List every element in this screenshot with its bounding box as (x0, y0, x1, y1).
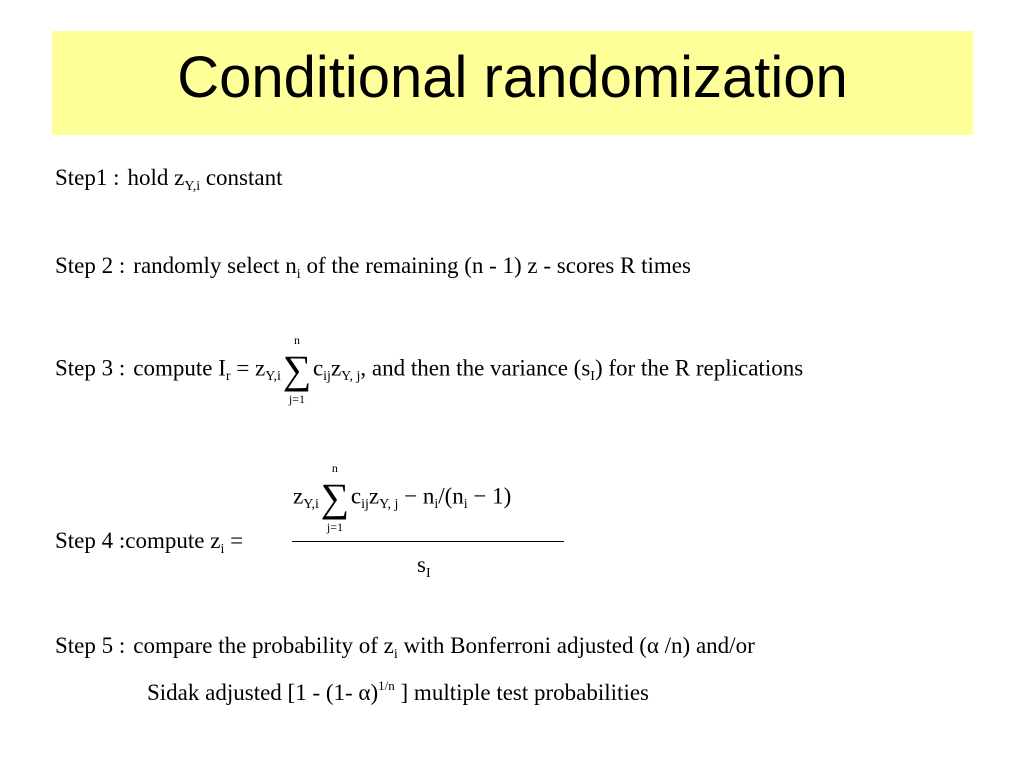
step4-numerator (293, 461, 512, 534)
step3-sub-c: ij (323, 369, 331, 385)
sum4-lower-limit: j=1 (326, 520, 343, 534)
fraction-bar (292, 541, 564, 542)
step3-text-d: z (330, 355, 342, 381)
step3-text-b: = z (230, 355, 266, 381)
step5-line2-b: ] multiple test probabilities (394, 680, 650, 705)
step2-text-b: of the remaining (n - 1) z - scores R times (300, 253, 691, 278)
step5-sup-a: 1/n (378, 678, 395, 693)
step5-text-a: compare the probability of z (133, 633, 394, 658)
step4-num-sub-e: i (463, 497, 468, 513)
step3-text-a: compute I (133, 355, 226, 381)
title-banner (52, 31, 973, 135)
step3-sub-e: I (590, 369, 595, 385)
step5-text-b: with Bonferroni adjusted (α /n) and/or (397, 633, 755, 658)
step1-text-a: hold z (127, 165, 185, 190)
step4-num-sub-d: i (434, 497, 439, 513)
step4-num-e: /(n (438, 483, 464, 509)
step4-denominator (417, 552, 431, 581)
sum4-upper-limit: n (331, 461, 338, 475)
step4-den-a: s (417, 552, 426, 577)
step4-sub-a: i (220, 542, 225, 557)
step3-text-e: , and then the variance (s (360, 355, 591, 381)
step3-sub-b: Y,i (265, 369, 281, 385)
step3-line (55, 333, 804, 406)
step5-line (55, 633, 755, 662)
step4-num-sub-c: Y, j (379, 497, 399, 513)
step1-sub-a: Y,i (184, 179, 201, 194)
step3-sub-d: Y, j (341, 369, 361, 385)
step3-sub-a: r (225, 369, 231, 385)
step5-line2-a: Sidak adjusted [1 - (1- α) (147, 680, 379, 705)
step4-num-sub-a: Y,i (303, 497, 319, 513)
summation-symbol: n ∑ j=1 (282, 333, 312, 406)
step5-sub-a: i (393, 647, 398, 662)
step5-label: Step 5 : (55, 633, 126, 658)
step1-label: Step1 : (55, 165, 120, 190)
step4-line (55, 528, 244, 557)
step1-text-b: constant (200, 165, 283, 190)
step4-text-b: = (224, 528, 244, 553)
step3-text-f: ) for the R replications (594, 355, 804, 381)
step4-num-b: c (350, 483, 362, 509)
step3-label: Step 3 : (55, 355, 126, 381)
step4-label: Step 4 : (55, 528, 126, 553)
summation-symbol-step4: n ∑ j=1 (320, 461, 350, 534)
sum-upper-limit: n (293, 333, 300, 347)
step3-text-c: c (312, 355, 324, 381)
step2-label: Step 2 : (55, 253, 126, 278)
step2-line (55, 253, 691, 282)
step4-num-c: z (368, 483, 380, 509)
step2-sub-a: i (296, 267, 301, 282)
step4-num-a: z (293, 483, 304, 509)
step5-line2 (147, 678, 650, 705)
step4-num-d: − n (398, 483, 435, 509)
step4-num-f: − 1) (467, 483, 512, 509)
step4-text-a: compute z (125, 528, 221, 553)
step2-text-a: randomly select n (133, 253, 297, 278)
step4-num-sub-b: ij (361, 497, 369, 513)
slide-title: Conditional randomization (177, 45, 848, 110)
step1-line (55, 165, 283, 194)
step4-den-sub-a: I (425, 566, 431, 581)
sum-lower-limit: j=1 (288, 392, 305, 406)
